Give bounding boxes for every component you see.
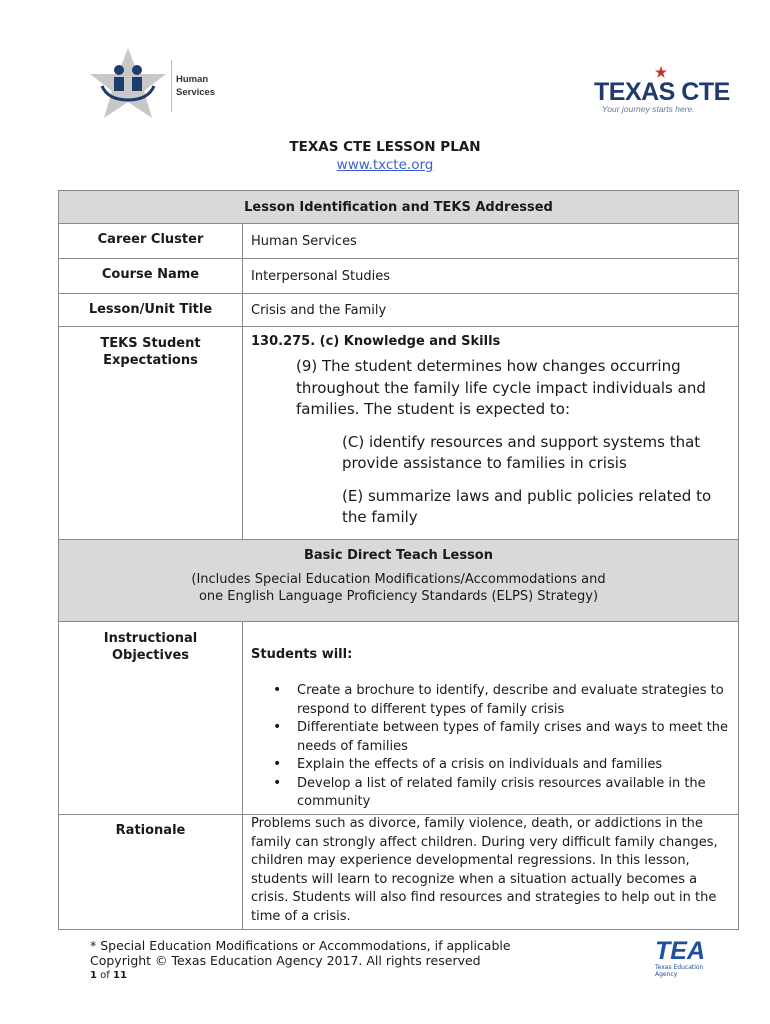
rationale-text: Problems such as divorce, family violence, death, or addictions in the family can strongly affect children. During very difficult family changes, children may experience developmental regressions. In this lesson, students will learn to recognize when a situation actually becomes a crisis. Students will also find resources and strategies to help out in the time of a crisis.	[251, 816, 718, 924]
objectives-label: Instructional Objectives	[59, 622, 243, 814]
list-item: • Differentiate between types of family crises and ways to meet the needs of families	[273, 719, 728, 754]
table-row	[59, 224, 738, 259]
section-subtitle-line: (Includes Special Education Modifications/Accommodations and	[191, 572, 606, 587]
lesson-plan-table	[58, 190, 739, 930]
teks-row	[59, 327, 738, 540]
page-footer	[90, 938, 511, 983]
row-value: Human Services	[251, 234, 357, 249]
texas-cte-tagline: Your journey starts here.	[602, 104, 695, 114]
objectives-row	[59, 622, 738, 815]
footer-copyright: Copyright © Texas Education Agency 2017. All rights reserved	[90, 953, 481, 968]
footer-note: * Special Education Modifications or Accommodations, if applicable	[90, 938, 511, 953]
tea-logo: TEA Texas Education Agency	[655, 937, 705, 978]
star-icon	[655, 66, 667, 78]
teks-standard: (9) The student determines how changes occurring throughout the family life cycle impact individuals and families. The student is expected to:	[296, 357, 706, 418]
rationale-label: Rationale	[59, 815, 243, 929]
section-header-direct-teach: Basic Direct Teach Lesson (Includes Special Education Modifications/Accommodations and one English Language Proficiency Standards (ELPS) Strategy)	[59, 540, 738, 622]
page-number: 1 of 11	[90, 970, 127, 981]
row-label: Lesson/Unit Title	[59, 294, 243, 326]
table-row	[59, 259, 738, 294]
row-value: Interpersonal Studies	[251, 269, 391, 284]
objectives-list	[251, 682, 738, 812]
teks-sub-e: (E) summarize laws and public policies related to the family	[342, 486, 712, 526]
row-label: Course Name	[59, 259, 243, 293]
rationale-row	[59, 815, 738, 929]
logo-divider	[171, 60, 172, 112]
teks-label: TEKS Student Expectations	[59, 327, 243, 539]
txcte-link[interactable]: www.txcte.org	[336, 157, 434, 173]
row-value: Crisis and the Family	[251, 303, 387, 318]
section-subtitle-line: one English Language Proficiency Standards (ELPS) Strategy)	[198, 589, 599, 604]
teks-heading: 130.275. (c) Knowledge and Skills	[251, 334, 501, 349]
list-item: • Create a brochure to identify, describe and evaluate strategies to respond to different types of family crisis	[273, 682, 724, 717]
table-row	[59, 294, 738, 327]
page-title: TEXAS CTE LESSON PLAN	[289, 139, 481, 155]
row-label: Career Cluster	[59, 224, 243, 258]
section-header-identification: Lesson Identification and TEKS Addressed	[59, 191, 738, 224]
human-services-logo-text: Human Services	[176, 74, 216, 98]
texas-cte-logo: TEXAS CTE	[594, 78, 730, 106]
objectives-lead: Students will:	[251, 647, 353, 662]
list-item: • Develop a list of related family crisis resources available in the community	[273, 774, 706, 809]
list-item: • Explain the effects of a crisis on individuals and families	[273, 756, 663, 772]
teks-sub-c: (C) identify resources and support systems that provide assistance to families in crisis	[342, 432, 701, 472]
